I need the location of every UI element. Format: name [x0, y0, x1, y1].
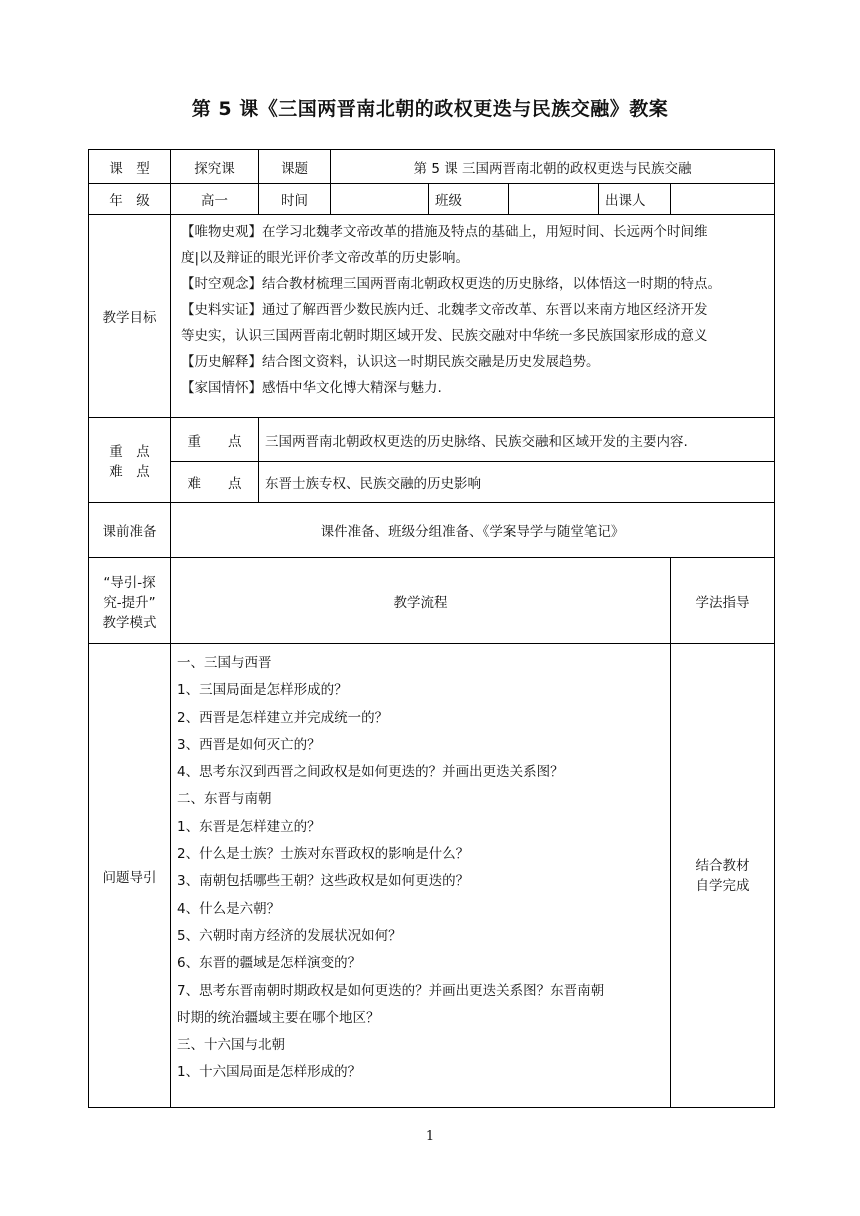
class-label: 班级 [429, 184, 509, 215]
difficult-point-label: 难 点 [171, 462, 259, 503]
author-label: 出课人 [599, 184, 671, 215]
study-method-line: 自学完成 [695, 877, 750, 894]
study-method-header: 学法指导 [671, 558, 775, 644]
question-guide-content [171, 644, 671, 1108]
row-difficult-point [89, 462, 775, 503]
flow-line: 6、东晋的疆域是怎样演变的？ [177, 955, 362, 972]
objective-line: 【历史解释】结合图文资料，认识这一时期民族交融是历史发展趋势。 [181, 354, 600, 370]
study-method-line: 结合教材 [695, 857, 750, 874]
flow-line: 1、十六国局面是怎样形成的？ [177, 1064, 362, 1081]
question-guide-label: 问题导引 [89, 644, 171, 1108]
class-value [509, 184, 599, 215]
flow-line: 5、六朝时南方经济的发展状况如何？ [177, 927, 402, 944]
flow-line: 2、西晋是怎样建立并完成统一的？ [177, 709, 389, 726]
objective-line: 【家国情怀】感悟中华文化博大精深与魅力. [181, 380, 442, 396]
time-value [331, 184, 429, 215]
objective-line: 等史实，认识三国两晋南北朝时期区域开发、民族交融对中华统一多民族国家形成的意义 [181, 328, 708, 344]
row-objectives [89, 215, 775, 418]
flow-line: 1、东晋是怎样建立的？ [177, 818, 321, 835]
mode-label-line: 教学模式 [102, 614, 157, 631]
flow-line: 时期的统治疆域主要在哪个地区？ [177, 1009, 380, 1026]
preparation-label: 课前准备 [89, 503, 171, 558]
key-point-value: 三国两晋南北朝政权更迭的历史脉络、民族交融和区域开发的主要内容. [259, 418, 775, 462]
row-mode-header [89, 558, 775, 644]
flow-line: 三、十六国与北朝 [177, 1037, 285, 1054]
topic-value: 第 5 课 三国两晋南北朝的政权更迭与民族交融 [331, 150, 775, 184]
flow-line: 3、南朝包括哪些王朝？这些政权是如何更迭的？ [177, 873, 470, 890]
row-course-type [89, 150, 775, 184]
time-label: 时间 [259, 184, 331, 215]
grade-label: 年 级 [89, 184, 171, 215]
mode-label-line: “导引-探 [103, 574, 156, 591]
flow-line: 4、什么是六朝？ [177, 900, 281, 917]
objective-line: 度|以及辩证的眼光评价孝文帝改革的历史影响。 [181, 250, 470, 266]
lesson-plan-table [88, 149, 775, 1108]
author-value [671, 184, 775, 215]
flow-line: 3、西晋是如何灭亡的？ [177, 736, 321, 753]
teaching-flow-header: 教学流程 [171, 558, 671, 644]
flow-line: 1、三国局面是怎样形成的？ [177, 682, 348, 699]
difficult-label-line: 难 点 [109, 464, 150, 480]
page-number: 1 [425, 1129, 435, 1144]
flow-line: 2、什么是士族？士族对东晋政权的影响是什么？ [177, 846, 470, 863]
objective-line: 【唯物史观】在学习北魏孝文帝改革的措施及特点的基础上，用短时间、长远两个时间维 [181, 224, 708, 240]
objectives-label: 教学目标 [89, 215, 171, 418]
study-method-content [671, 644, 775, 1108]
row-grade [89, 184, 775, 215]
document-title: 第 5 课《三国两晋南北朝的政权更迭与民族交融》教案 [191, 98, 669, 120]
key-point-label: 重 点 [171, 418, 259, 462]
teaching-mode-label [89, 558, 171, 644]
grade-value: 高一 [171, 184, 259, 215]
row-preparation [89, 503, 775, 558]
course-type-label: 课 型 [89, 150, 171, 184]
objectives-content [171, 215, 775, 418]
objective-line: 【时空观念】结合教材梳理三国两晋南北朝政权更迭的历史脉络，以体悟这一时期的特点。 [181, 276, 721, 292]
topic-label: 课题 [259, 150, 331, 184]
row-question-guide [89, 644, 775, 1108]
flow-line: 7、思考东晋南朝时期政权是如何更迭的？并画出更迭关系图？东晋南朝 [177, 982, 605, 999]
difficult-point-value: 东晋士族专权、民族交融的历史影响 [259, 462, 775, 503]
row-key-point [89, 418, 775, 462]
mode-label-line: 究-提升” [103, 594, 156, 611]
course-type-value: 探究课 [171, 150, 259, 184]
objective-line: 【史料实证】通过了解西晋少数民族内迁、北魏孝文帝改革、东晋以来南方地区经济开发 [181, 302, 708, 318]
flow-line: 一、三国与西晋 [177, 655, 272, 671]
key-label-line: 重 点 [109, 444, 150, 460]
flow-line: 二、东晋与南朝 [177, 791, 272, 808]
key-difficult-label [89, 418, 171, 503]
flow-line: 4、思考东汉到西晋之间政权是如何更迭的？并画出更迭关系图？ [177, 764, 564, 781]
preparation-value: 课件准备、班级分组准备、《学案导学与随堂笔记》 [171, 503, 775, 558]
